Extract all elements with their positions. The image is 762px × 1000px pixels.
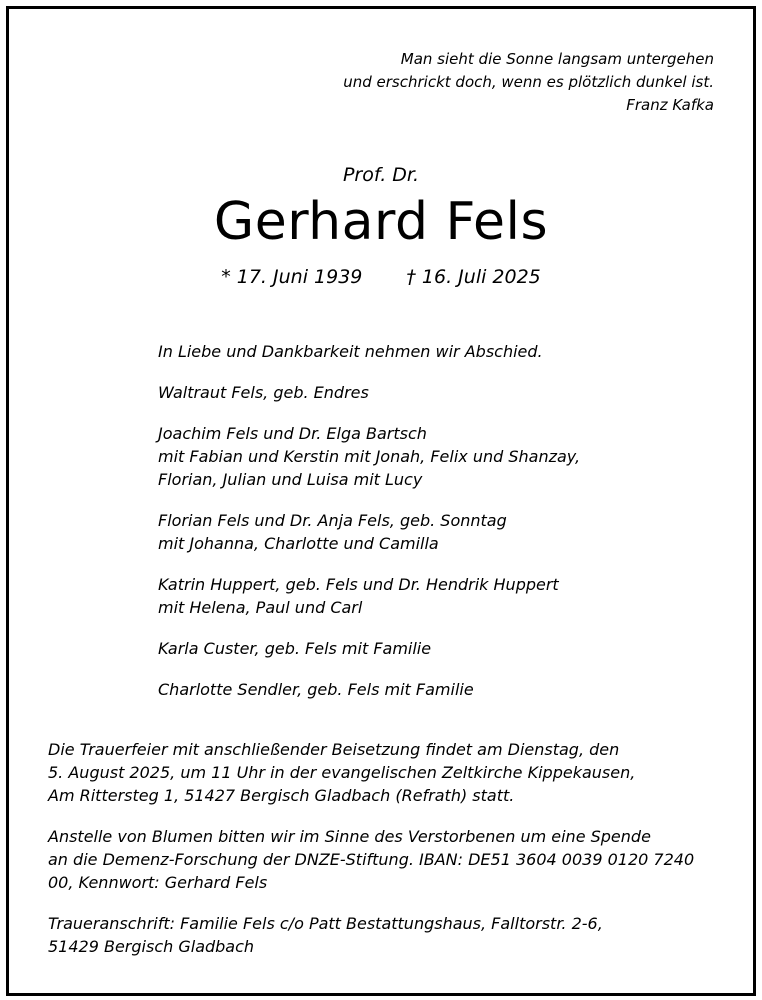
mourner-group-line: mit Fabian und Kerstin mit Jonah, Felix und Shanzay, [158,447,581,466]
mourner-group-line: Waltraut Fels, geb. Endres [158,383,369,402]
mourner-group-line: mit Helena, Paul und Carl [158,598,363,617]
deceased-name: Gerhard Fels [213,192,549,252]
mourner-group-line: Charlotte Sendler, geb. Fels mit Familie [158,680,474,699]
mourner-group-line: Florian Fels und Dr. Anja Fels, geb. Sonntag [158,511,507,530]
mourner-group-line: In Liebe und Dankbarkeit nehmen wir Abschied. [158,342,543,361]
birth-date: * 17. Juni 1939 [221,266,363,288]
death-date: † 16. Juli 2025 [406,266,541,288]
funeral-notices [48,738,694,976]
mourner-group-line: Florian, Julian und Luisa mit Lucy [158,470,423,489]
notice-paragraph-line: 5. August 2025, um 11 Uhr in der evangelischen Zeltkirche Kippekausen, [48,763,636,782]
quote-line: Man sieht die Sonne langsam untergehen [400,50,714,68]
mourner-group-line: Katrin Huppert, geb. Fels und Dr. Hendrik Huppert [158,575,559,594]
mourner-group [158,637,580,660]
mourner-group [158,509,580,555]
notice-paragraph-line: 00, Kennwort: Gerhard Fels [48,873,268,892]
mourner-group-line: Karla Custer, geb. Fels mit Familie [158,639,432,658]
notice-paragraph-line: an die Demenz-Forschung der DNZE-Stiftung. IBAN: DE51 3604 0039 0120 7240 [48,850,695,869]
kafka-quote [343,48,714,117]
mourner-group-line: Joachim Fels und Dr. Elga Bartsch [158,424,427,443]
mourner-group [158,573,580,619]
mourner-group [158,381,580,404]
quote-line: und erschrickt doch, wenn es plötzlich dunkel ist. [343,73,714,91]
mourner-group [158,340,580,363]
notice-paragraph-line: Traueranschrift: Familie Fels c/o Patt Bestattungshaus, Falltorstr. 2-6, [48,914,603,933]
mourner-group-line: mit Johanna, Charlotte und Camilla [158,534,439,553]
notice-paragraph [48,738,694,807]
notice-paragraph [48,912,694,958]
notice-paragraph-line: 51429 Bergisch Gladbach [48,937,255,956]
mourner-group [158,422,580,491]
notice-paragraph [48,825,694,894]
notice-paragraph-line: Am Rittersteg 1, 51427 Bergisch Gladbach (Refrath) statt. [48,786,515,805]
notice-paragraph-line: Anstelle von Blumen bitten wir im Sinne des Verstorbenen um eine Spende [48,827,651,846]
academic-title: Prof. Dr. [342,164,420,186]
mourner-group [158,678,580,701]
mourners-list [158,340,580,719]
notice-paragraph-line: Die Trauerfeier mit anschließender Beisetzung findet am Dienstag, den [48,740,620,759]
quote-author: Franz Kafka [626,96,714,114]
life-dates [0,266,762,288]
